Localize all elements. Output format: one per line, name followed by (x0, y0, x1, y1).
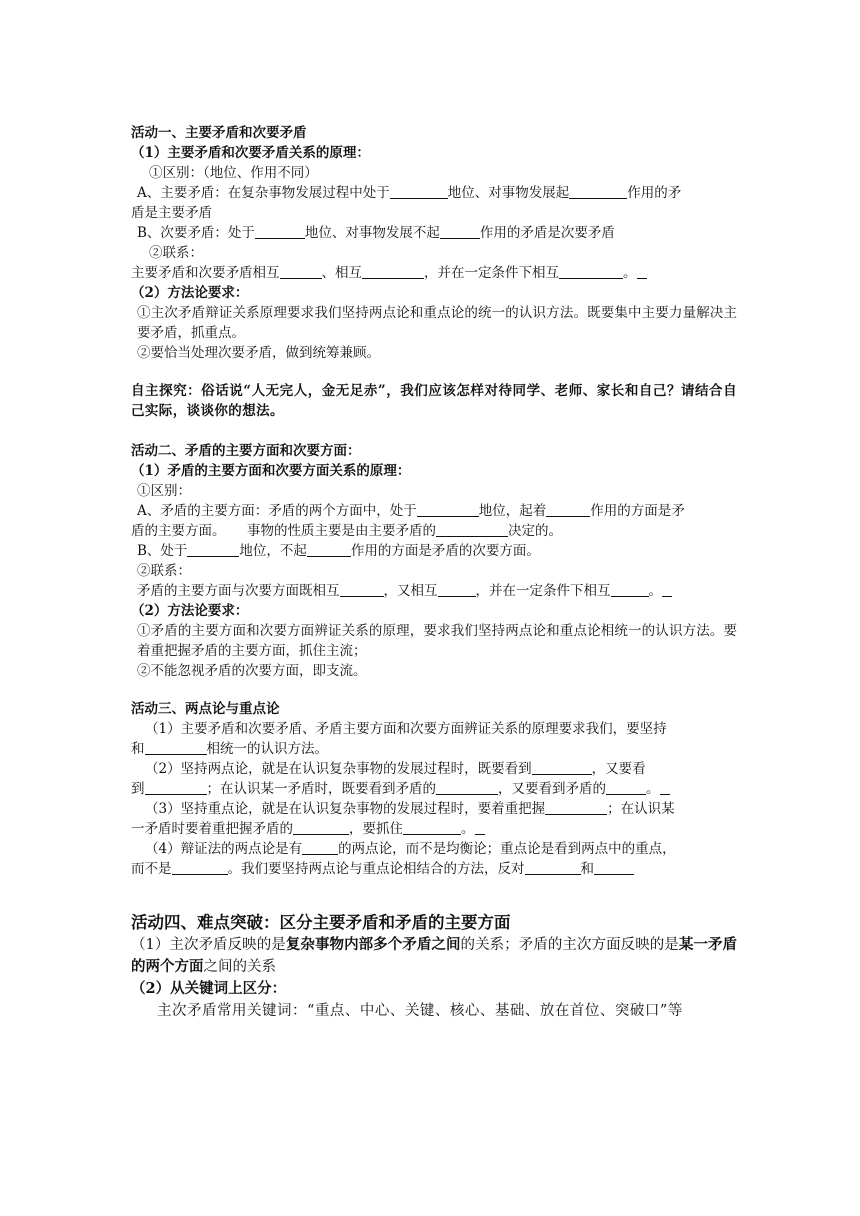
activity3-p4-cont: 而不是 。我们要坚持两点论与重点论相结合的方法，反对 和 (131, 859, 737, 879)
activity2-title: 活动二、矛盾的主要方面和次要方面： (131, 443, 361, 459)
activity4-p1: （1）主次矛盾反映的是复杂事物内部多个矛盾之间的关系；矛盾的主次方面反映的是某一矛盾的两个方面之间的关系 (131, 936, 738, 975)
activity2-link: ②联系： (137, 563, 191, 579)
blank (637, 264, 647, 279)
activity3-p2-cont: 到 ；在认识某一矛盾时，既要看到矛盾的 ，又要看到矛盾的 。 (131, 779, 737, 799)
blank[interactable] (545, 800, 607, 815)
blank[interactable] (438, 582, 476, 597)
blank[interactable] (417, 502, 479, 517)
blank[interactable] (280, 264, 322, 279)
blank[interactable] (525, 860, 581, 875)
activity1-secondary-line: B、次要矛盾：处于 地位、对事物发展不起 作用的矛盾是次要矛盾 (137, 225, 615, 241)
activity2-method1: ①矛盾的主要方面和次要方面辨证关系的原理，要求我们坚持两点论和重点论相统一的认识方法。要着重把握矛盾的主要方面，抓住主流； (137, 623, 737, 659)
activity3-p3: （3）坚持重点论，就是在认识复杂事物的发展过程时，要着重把握 ；在认识某 (145, 801, 675, 817)
blank[interactable] (172, 860, 228, 875)
blank[interactable] (307, 542, 351, 557)
blank[interactable] (255, 224, 305, 239)
activity1-link-line: 主要矛盾和次要矛盾相互 、相互 ，并在一定条件下相互 。 (131, 263, 737, 283)
activity1-difference: ①区别：（地位、作用不同） (149, 165, 318, 181)
blank[interactable] (569, 184, 627, 199)
activity1-principal-line: A、主要矛盾：在复杂事物发展过程中处于 地位、对事物发展起 作用的矛 (137, 185, 682, 201)
blank (475, 820, 485, 835)
blank[interactable] (403, 820, 461, 835)
activity3-p1-cont: 和 相统一的认识方法。 (131, 741, 328, 757)
activity2-principal-cont: 盾的主要方面。 事物的性质主要是由主要矛盾的 决定的。 (131, 523, 562, 539)
blank[interactable] (436, 522, 508, 537)
activity2-link-line: 矛盾的主要方面与次要方面既相互 ，又相互 ，并在一定条件下相互 。 (131, 581, 737, 601)
activity3-title: 活动三、两点论与重点论 (131, 701, 280, 717)
blank[interactable] (440, 224, 480, 239)
blank[interactable] (559, 264, 623, 279)
self-exploration: 自主探究：俗话说“人无完人，金无足赤”，我们应该怎样对待同学、老师、家长和自己？请结合自己实际，谈谈你的想法。 (131, 383, 737, 419)
activity1-sub2: （2）方法论要求： (131, 285, 249, 301)
activity1-title: 活动一、主要矛盾和次要矛盾 (131, 125, 307, 141)
blank[interactable] (187, 542, 239, 557)
activity4-title: 活动四、难点突破：区分主要矛盾和矛盾的主要方面 (131, 913, 511, 932)
activity2-sub2: （2）方法论要求： (131, 603, 249, 619)
blank[interactable] (390, 184, 448, 199)
activity1-principal-cont: 盾是主要矛盾 (131, 205, 212, 221)
blank (660, 780, 670, 795)
blank[interactable] (532, 760, 592, 775)
blank[interactable] (340, 582, 384, 597)
activity2-difference: ①区别： (137, 483, 191, 499)
activity2-principal-line: A、矛盾的主要方面：矛盾的两个方面中，处于 地位，起着 作用的方面是矛 (137, 503, 685, 519)
blank[interactable] (606, 780, 646, 795)
activity1-sub1: （1）主要矛盾和次要矛盾关系的原理： (131, 145, 370, 161)
blank[interactable] (611, 582, 649, 597)
activity3-p4: （4）辩证法的两点论是有 的两点论，而不是均衡论；重点论是看到两点中的重点， (145, 841, 676, 857)
activity1-method1: ①主次矛盾辩证关系原理要求我们坚持两点论和重点论的统一的认识方法。既要集中主要力量解决主要矛盾，抓重点。 (137, 305, 737, 341)
activity3-p3-cont: 一矛盾时要着重把握矛盾的 ，要抓住 。 (131, 819, 737, 839)
blank[interactable] (302, 840, 338, 855)
activity2-sub1: （1）矛盾的主要方面和次要方面关系的原理： (131, 463, 411, 479)
activity4-keywords: 主次矛盾常用关键词：“重点、中心、关键、核心、基础、放在首位、突破口”等 (157, 1003, 683, 1019)
activity1-link: ②联系： (149, 245, 203, 261)
blank[interactable] (362, 264, 424, 279)
activity4-sub2: （2）从关键词上区分： (131, 980, 287, 997)
blank (662, 582, 672, 597)
activity1-method2: ②要恰当处理次要矛盾，做到统筹兼顾。 (137, 345, 380, 361)
blank[interactable] (145, 780, 207, 795)
activity3-p1: （1）主要矛盾和次要矛盾、矛盾主要方面和次要方面辨证关系的原理要求我们，要坚持 (145, 721, 667, 737)
blank[interactable] (436, 780, 498, 795)
blank[interactable] (546, 502, 590, 517)
activity2-method2: ②不能忽视矛盾的次要方面，即支流。 (137, 663, 367, 679)
blank[interactable] (594, 860, 634, 875)
activity2-secondary-line: B、处于 地位，不起 作用的方面是矛盾的次要方面。 (137, 543, 540, 559)
activity3-p2: （2）坚持两点论，就是在认识复杂事物的发展过程时，既要看到 ，又要看 (145, 761, 646, 777)
worksheet (131, 123, 737, 1022)
blank[interactable] (293, 820, 349, 835)
blank[interactable] (145, 740, 207, 755)
